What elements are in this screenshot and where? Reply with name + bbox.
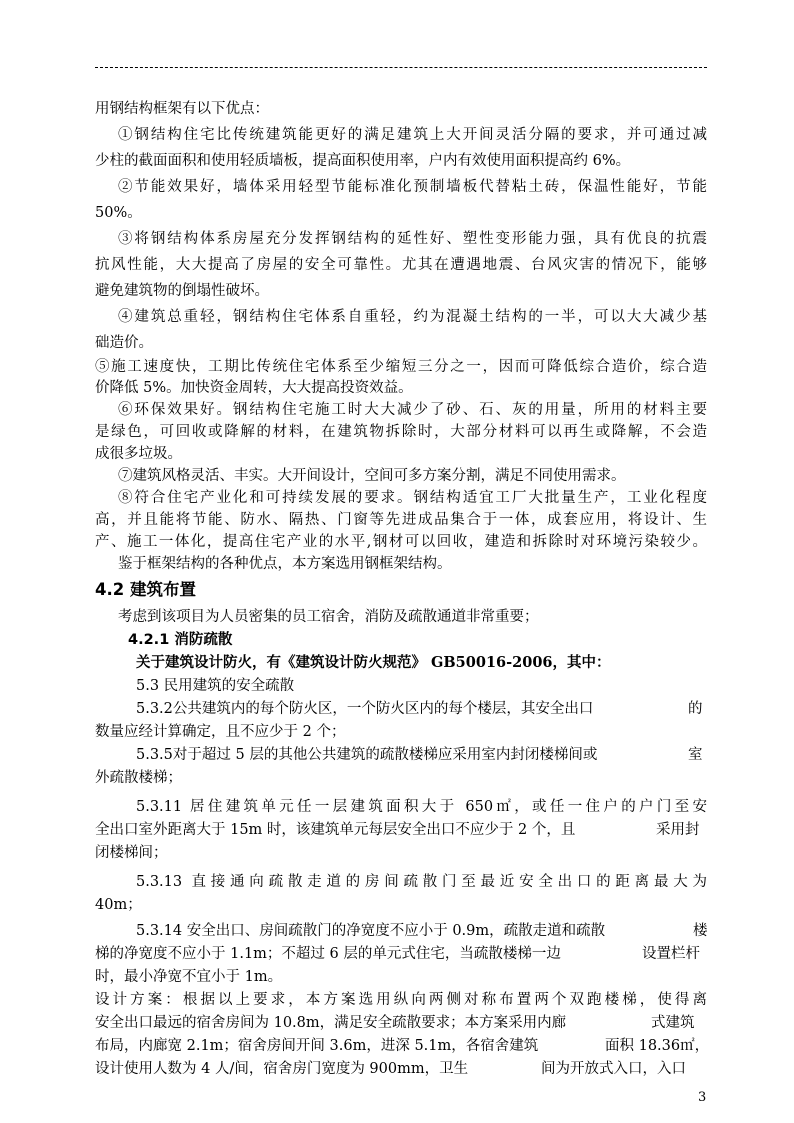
- text-line: 抗风性能，大大提高了房屋的安全可靠性。尤其在遭遇地震、台风灾害的情况下，能够: [95, 257, 707, 273]
- header-divider: [95, 67, 707, 68]
- text-line: 室: [688, 747, 703, 763]
- text-line: 用钢结构框架有以下优点：: [95, 101, 269, 117]
- text-line: 梯的净宽度不应小于 1.1m；不超过 6 层的单元式住宅，当疏散楼梯一边: [95, 946, 561, 962]
- text-line: 5.3.5对于超过 5 层的其他公共建筑的疏散楼梯应采用室内封闭楼梯间或: [136, 747, 598, 763]
- text-line: 5.3.2公共建筑内的每个防火区，一个防火区内的每个楼层，其安全出口: [136, 701, 594, 717]
- text-line: 间为开放式入口，入口: [541, 1061, 686, 1077]
- text-line: 50%。: [95, 205, 142, 221]
- text-line: 少柱的截面面积和使用轻质墙板，提高面积使用率，户内有效使用面积提高约 6%。: [95, 153, 631, 169]
- text-line: 采用封: [656, 822, 700, 838]
- text-line: ②节能效果好，墙体采用轻型节能标准化预制墙板代替粘土砖，保温性能好，节能: [118, 179, 707, 195]
- text-line: 闭楼梯间；: [95, 845, 168, 861]
- text-line: 布局，内廊宽 2.1m；宿舍房间开间 3.6m，进深 5.1m，各宿舍建筑: [95, 1038, 539, 1054]
- text-line: ①钢结构住宅比传统建筑能更好的满足建筑上大开间灵活分隔的要求，并可通过减: [118, 127, 707, 143]
- text-line: 高，并且能将节能、防水、隔热、门窗等先进成品集合于一体，成套应用，将设计、生: [95, 512, 707, 528]
- text-line: 避免建筑物的倒塌性破坏。: [95, 283, 269, 299]
- section-heading: 4.2 建筑布置: [95, 580, 196, 599]
- text-line: 外疏散楼梯；: [95, 770, 182, 786]
- text-line: 设置栏杆: [642, 946, 700, 962]
- text-line: 5.3.14 安全出口、房间疏散门的净宽度不应小于 0.9m，疏散走道和疏散: [136, 923, 606, 939]
- text-line: 安全出口最远的宿舍房间为 10.8m，满足安全疏散要求；本方案采用内廊: [95, 1015, 567, 1031]
- text-line: 5.3 民用建筑的安全疏散: [136, 678, 295, 694]
- subsection-heading: 4.2.1 消防疏散: [128, 632, 233, 648]
- text-line: 础造价。: [95, 335, 153, 351]
- text-line: ④建筑总重轻，钢结构住宅体系自重轻，约为混凝土结构的一半，可以大大减少基: [118, 309, 707, 325]
- text-line: 产、施工一体化，提高住宅产业的水平,钢材可以回收，建造和拆除时对环境污染较少。: [95, 534, 707, 550]
- text-line: ⑦建筑风格灵活、丰实。大开间设计，空间可多方案分割，满足不同使用需求。: [118, 468, 626, 484]
- text-line: ③将钢结构体系房屋充分发挥钢结构的延性好、塑性变形能力强，具有优良的抗震: [118, 231, 707, 247]
- text-line: 关于建筑设计防火，有《建筑设计防火规范》 GB50016-2006，其中：: [136, 654, 611, 671]
- text-line: 是绿色，可回收或降解的材料，在建筑物拆除时，大部分材料可以再生或降解，不会造: [95, 424, 707, 440]
- text-line: ⑧符合住宅产业化和可持续发展的要求。钢结构适宜工厂大批量生产，工业化程度: [118, 490, 707, 506]
- text-line: 的: [688, 701, 703, 717]
- text-line: 鉴于框架结构的各种优点，本方案选用钢框架结构。: [118, 556, 452, 572]
- text-line: 面积 18.36㎡，: [605, 1038, 710, 1054]
- text-line: 成很多垃圾。: [95, 446, 182, 462]
- text-line: 设计使用人数为 4 人/间，宿舍房门宽度为 900mm，卫生: [95, 1061, 469, 1077]
- text-line: 楼: [693, 923, 708, 939]
- text-line: ⑥环保效果好。钢结构住宅施工时大大减少了砂、石、灰的用量，所用的材料主要: [118, 402, 707, 418]
- text-line: 时，最小净宽不宜小于 1m。: [95, 969, 283, 985]
- text-line: 考虑到该项目为人员密集的员工宿舍，消防及疏散通道非常重要；: [118, 609, 539, 625]
- text-line: 5.3.11 居住建筑单元任一层建筑面积大于 650㎡，或任一住户的户门至安: [136, 799, 707, 815]
- text-line: 40m；: [95, 897, 142, 913]
- text-line: ⑤施工速度快，工期比传统住宅体系至少缩短三分之一，因而可降低综合造价，综合造: [95, 359, 707, 375]
- text-line: 价降低 5%。加快资金周转，大大提高投资效益。: [95, 380, 413, 396]
- text-line: 5.3.13 直接通向疏散走道的房间疏散门至最近安全出口的距离最大为: [136, 874, 707, 890]
- text-line: 设计方案：根据以上要求，本方案选用纵向两侧对称布置两个双跑楼梯，使得离: [95, 992, 707, 1008]
- text-line: 数量应经计算确定，且不应少于 2 个；: [95, 724, 346, 740]
- text-line: 式建筑: [651, 1015, 695, 1031]
- text-line: 全出口室外距离大于 15m 时，该建筑单元每层安全出口不应少于 2 个，且: [95, 822, 576, 838]
- page-number: 3: [698, 1090, 707, 1105]
